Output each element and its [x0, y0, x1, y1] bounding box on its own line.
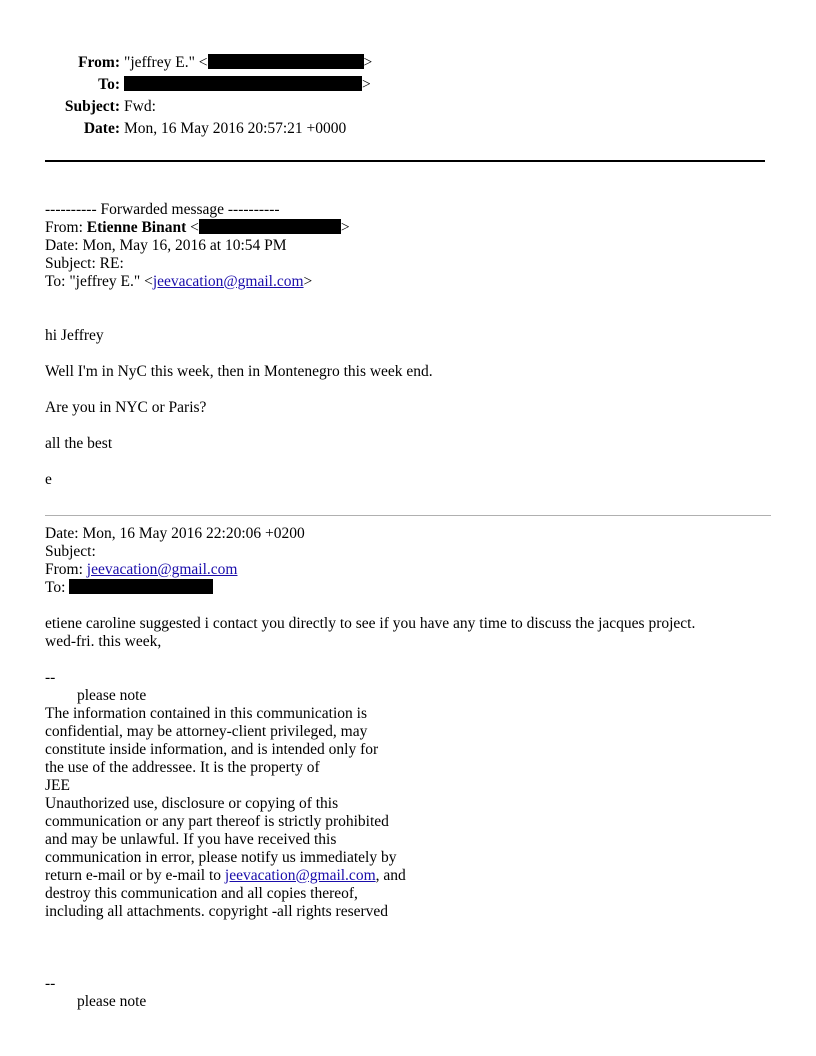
reply-line-1: Well I'm in NyC this week, then in Montenegro this week end.	[45, 363, 433, 380]
redacted-forwarded-email	[199, 219, 341, 234]
disclaimer-line: including all attachments. copyright -all rights reserved	[45, 903, 389, 920]
disclaimer-email-line	[45, 867, 406, 885]
disclaimer-line: destroy this communication and all copies thereof,	[45, 885, 358, 902]
disclaimer-line: communication in error, please notify us immediately by	[45, 849, 397, 866]
quoted-from-prefix: From:	[45, 561, 87, 578]
disclaimer-line: confidential, may be attorney-client privileged, may	[45, 723, 368, 740]
quoted-subject: Subject:	[45, 543, 96, 560]
disclaimer-line: The information contained in this communication is	[45, 705, 367, 722]
disclaimer-line: the use of the addressee. It is the property of	[45, 759, 320, 776]
reply-greeting: hi Jeffrey	[45, 327, 104, 344]
quoted-to-prefix: To:	[45, 579, 70, 596]
quoted-to	[45, 579, 213, 597]
disclaimer-line: Unauthorized use, disclosure or copying of this	[45, 795, 339, 812]
forwarded-subject: Subject: RE:	[45, 255, 124, 272]
header-divider	[45, 160, 765, 162]
disclaimer-line: communication or any part thereof is strictly prohibited	[45, 813, 389, 830]
redacted-to-email	[124, 76, 362, 91]
reply-line-2: Are you in NYC or Paris?	[45, 399, 207, 416]
quoted-from-email-link[interactable]: jeevacation@gmail.com	[86, 561, 238, 578]
reply-closing: all the best	[45, 435, 113, 452]
subject-label: Subject:	[64, 98, 120, 115]
quoted-date: Date: Mon, 16 May 2016 22:20:06 +0200	[45, 525, 305, 542]
quote-divider	[45, 515, 771, 516]
reply-signoff: e	[45, 471, 52, 488]
forwarded-from-open: <	[186, 219, 199, 236]
disclaimer-email-prefix: return e-mail or by e-mail to	[45, 867, 225, 884]
disclaimer-line: and may be unlawful. If you have received this	[45, 831, 337, 848]
forwarded-to-prefix: To: "jeffrey E." <	[45, 273, 153, 290]
forwarded-separator: ---------- Forwarded message ----------	[45, 201, 280, 218]
subject-value: Fwd:	[124, 98, 156, 115]
footer-dashes: --	[45, 975, 56, 992]
from-close: >	[363, 54, 373, 71]
to-close: >	[362, 76, 371, 93]
forwarded-to-close: >	[303, 273, 313, 290]
please-note: please note	[77, 687, 147, 704]
disclaimer-line: JEE	[45, 777, 70, 794]
from-name: "jeffrey E." <	[124, 54, 208, 71]
quoted-from	[45, 561, 237, 579]
to-value	[124, 76, 371, 94]
from-value	[124, 54, 372, 72]
footer-please-note: please note	[77, 993, 147, 1010]
date-value: Mon, 16 May 2016 20:57:21 +0000	[124, 120, 347, 137]
forwarded-to	[45, 273, 312, 291]
forwarded-from-prefix: From:	[45, 219, 87, 236]
forwarded-from	[45, 219, 350, 237]
from-label: From:	[78, 54, 120, 71]
disclaimer-email-suffix: , and	[375, 867, 406, 884]
quoted-body-line-2: wed-fri. this week,	[45, 633, 162, 650]
forwarded-date: Date: Mon, May 16, 2016 at 10:54 PM	[45, 237, 287, 254]
disclaimer-email-link[interactable]: jeevacation@gmail.com	[224, 867, 376, 884]
forwarded-from-close: >	[340, 219, 350, 236]
to-label: To:	[98, 76, 120, 93]
quoted-body-line-1: etiene caroline suggested i contact you directly to see if you have any time to discuss the jacques project.	[45, 615, 696, 632]
forwarded-from-name: Etienne Binant	[86, 219, 187, 236]
redacted-from-email	[208, 54, 364, 69]
signature-dashes: --	[45, 669, 56, 686]
disclaimer-line: constitute inside information, and is intended only for	[45, 741, 379, 758]
date-label: Date:	[83, 120, 120, 137]
redacted-quoted-to-email	[69, 579, 213, 594]
forwarded-to-email-link[interactable]: jeevacation@gmail.com	[152, 273, 304, 290]
